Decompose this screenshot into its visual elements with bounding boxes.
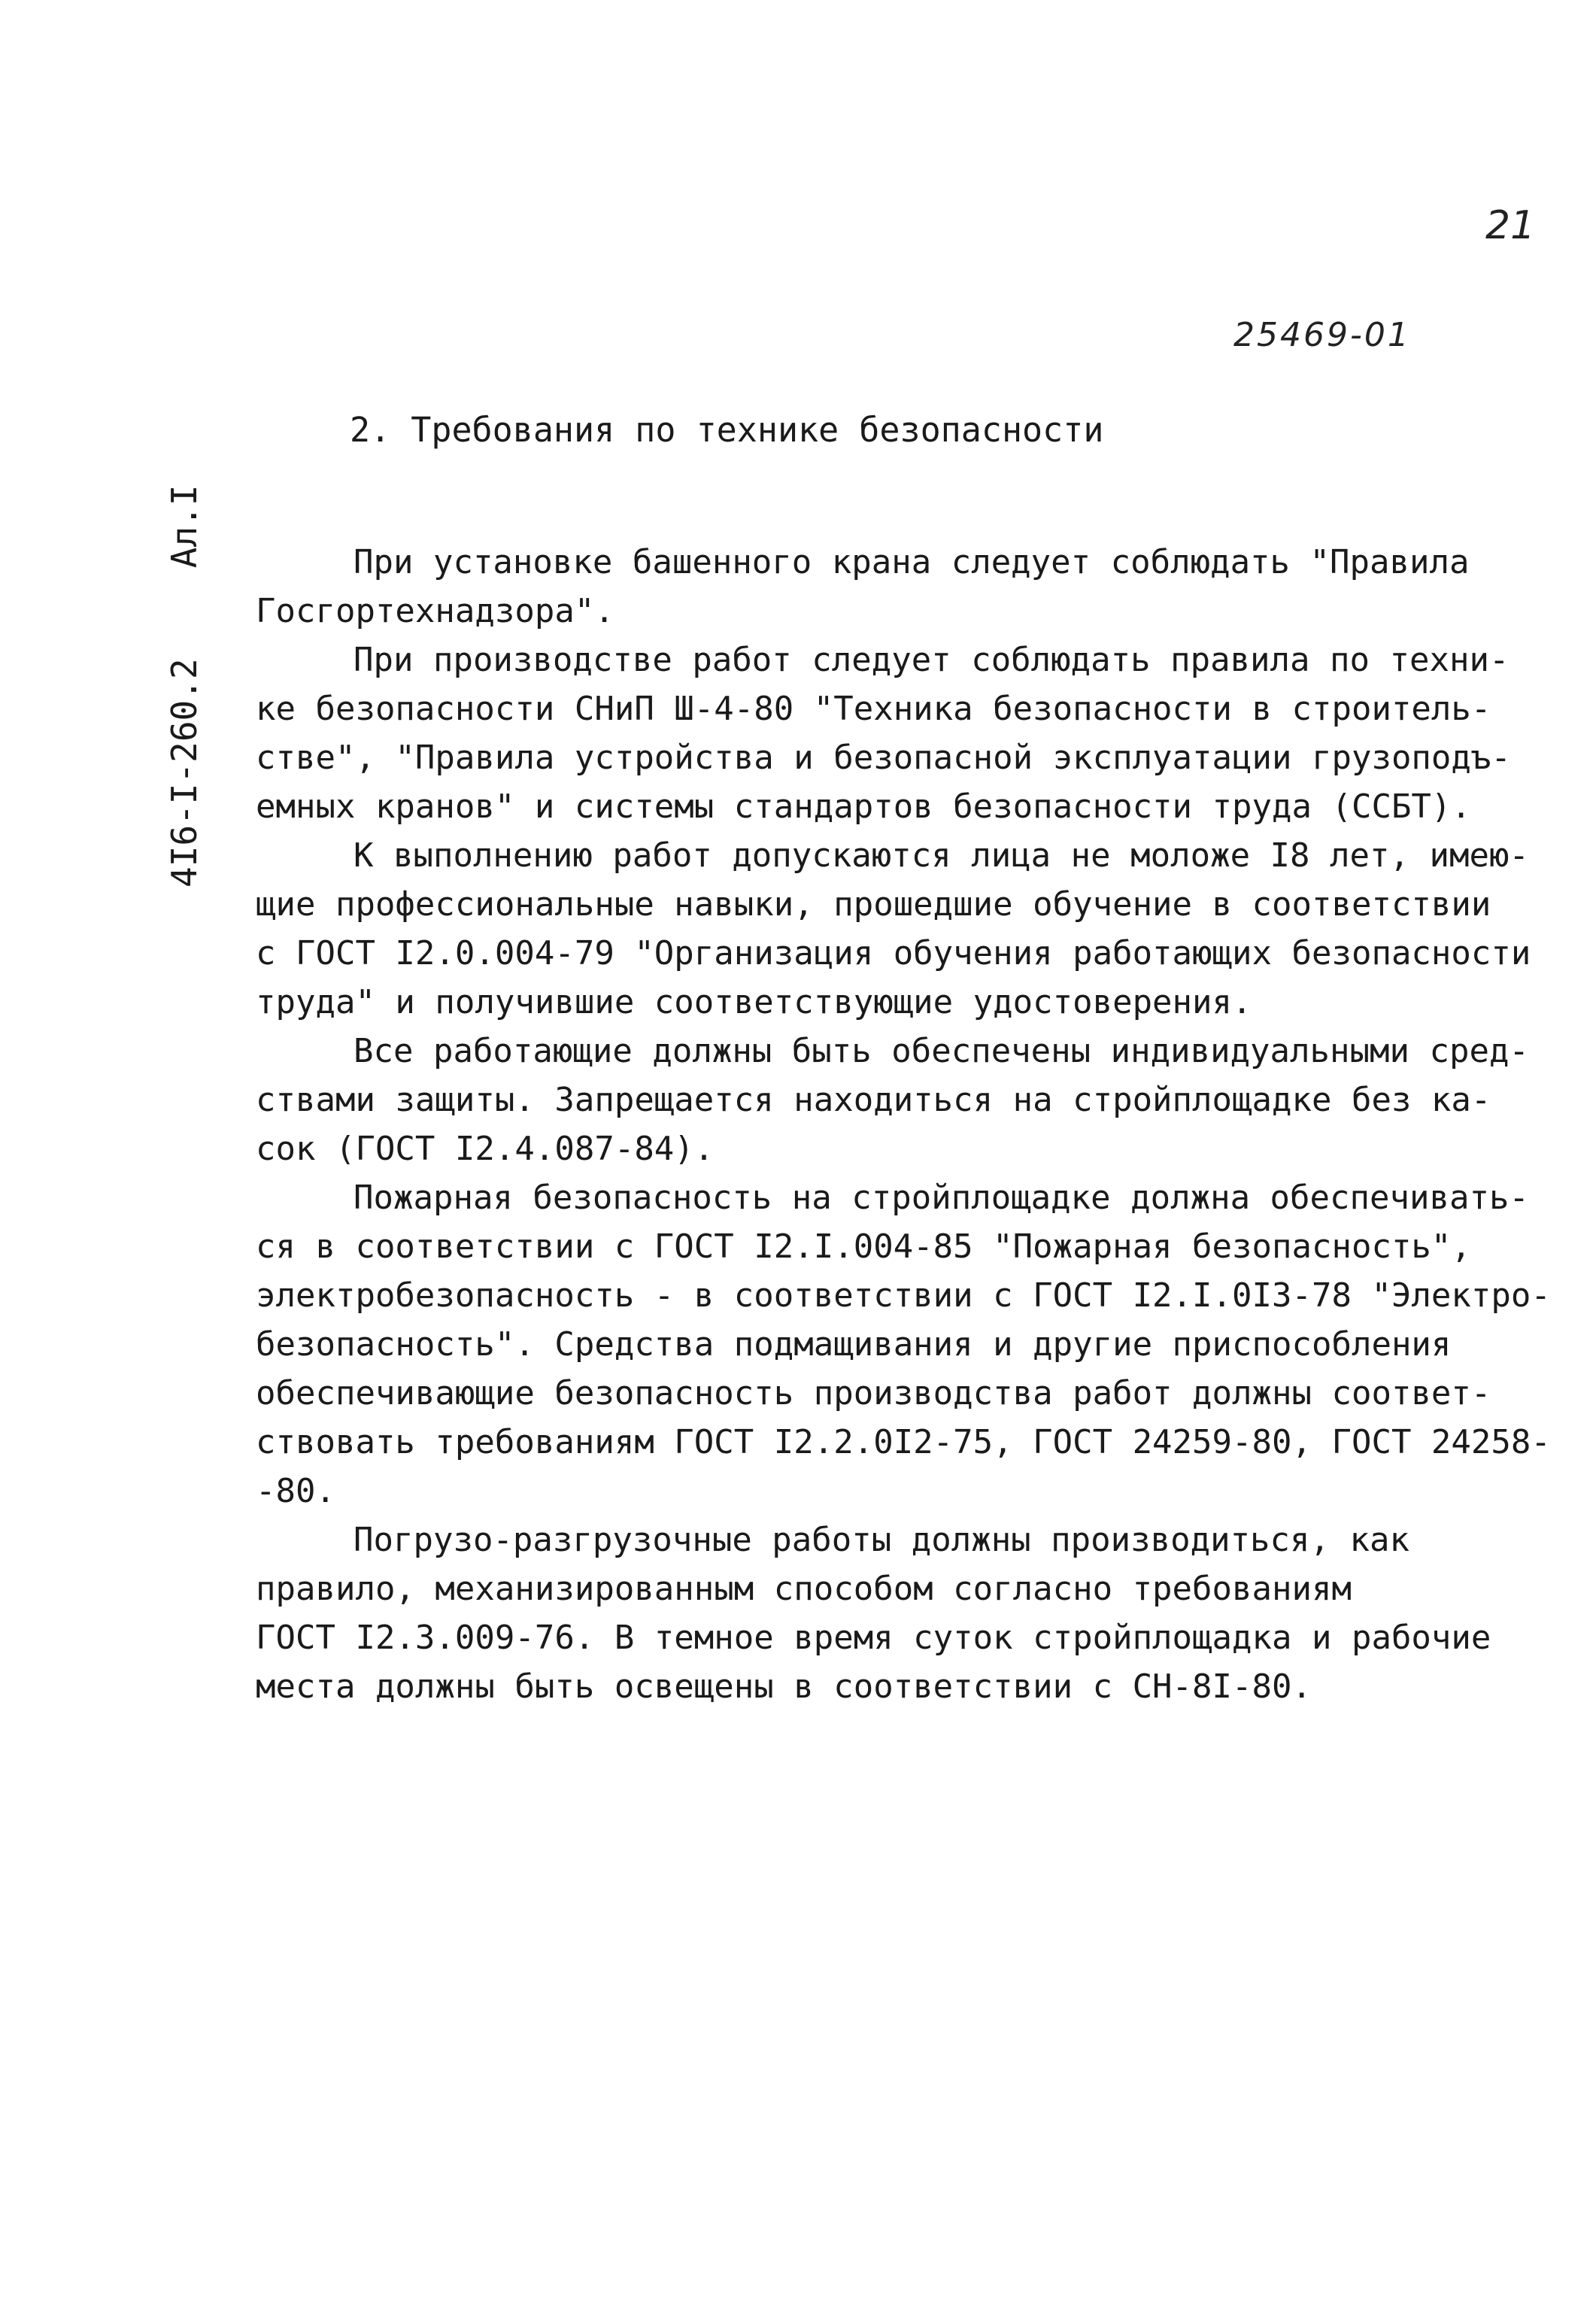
page-number: 21 xyxy=(1485,203,1536,248)
text-line: безопасность". Средства подмащивания и другие приспособления xyxy=(256,1325,1452,1364)
text-line: ке безопасности СНиП Ш-4-80 "Техника безопасности в строитель- xyxy=(256,690,1491,728)
text-line: Пожарная безопасность на стройплощадке должна обеспечивать- xyxy=(353,1179,1529,1217)
side-label-sheet: Ал.I xyxy=(164,484,205,569)
paragraph xyxy=(256,831,1579,1027)
section-heading: 2. Требования по технике безопасности xyxy=(350,410,1104,450)
text-line: ГОСТ I2.3.009-76. В темное время суток стройплощадка и рабочие xyxy=(256,1619,1491,1657)
text-line: ствами защиты. Запрещается находиться на стройплощадке без ка- xyxy=(256,1081,1491,1119)
text-line: -80. xyxy=(256,1472,335,1510)
section-body xyxy=(256,538,1579,1711)
text-line: Все работающие должны быть обеспечены индивидуальными сред- xyxy=(353,1032,1529,1070)
text-line: емных кранов" и системы стандартов безопасности труда (ССБТ). xyxy=(256,787,1471,826)
text-line: При установке башенного крана следует соблюдать "Правила xyxy=(353,543,1470,581)
paragraph xyxy=(256,636,1579,831)
paragraph xyxy=(256,1516,1579,1711)
document-code: 25469-01 xyxy=(1233,316,1411,354)
side-label-code: 4I6-I-260.2 xyxy=(164,658,205,888)
text-line: стве", "Правила устройства и безопасной эксплуатации грузоподъ- xyxy=(256,739,1511,777)
text-line: труда" и получившие соответствующие удостоверения. xyxy=(256,983,1252,1021)
text-line: К выполнению работ допускаются лица не моложе I8 лет, имею- xyxy=(353,836,1529,875)
text-line: обеспечивающие безопасность производства работ должны соответ- xyxy=(256,1374,1491,1412)
text-line: щие профессиональные навыки, прошедшие обучение в соответствии xyxy=(256,885,1491,924)
side-label xyxy=(164,484,205,888)
paragraph xyxy=(256,538,1579,636)
text-line: Госгортехнадзора". xyxy=(256,592,614,630)
paragraph xyxy=(256,1173,1579,1516)
paragraph xyxy=(256,1027,1579,1173)
text-line: сок (ГОСТ I2.4.087-84). xyxy=(256,1130,715,1168)
text-line: Погрузо-разгрузочные работы должны производиться, как xyxy=(353,1521,1409,1559)
text-line: правило, механизированным способом согласно требованиям xyxy=(256,1570,1352,1608)
text-line: с ГОСТ I2.0.004-79 "Организация обучения работающих безопасности xyxy=(256,934,1531,972)
text-line: ся в соответствии с ГОСТ I2.I.004-85 "Пожарная безопасность", xyxy=(256,1227,1471,1266)
text-line: ствовать требованиям ГОСТ I2.2.0I2-75, ГОСТ 24259-80, ГОСТ 24258- xyxy=(256,1423,1551,1461)
text-line: При производстве работ следует соблюдать правила по техни- xyxy=(353,641,1510,679)
text-line: места должны быть освещены в соответствии с СН-8I-80. xyxy=(256,1667,1312,1706)
text-line: электробезопасность - в соответствии с ГОСТ I2.I.0I3-78 "Электро- xyxy=(256,1276,1551,1315)
